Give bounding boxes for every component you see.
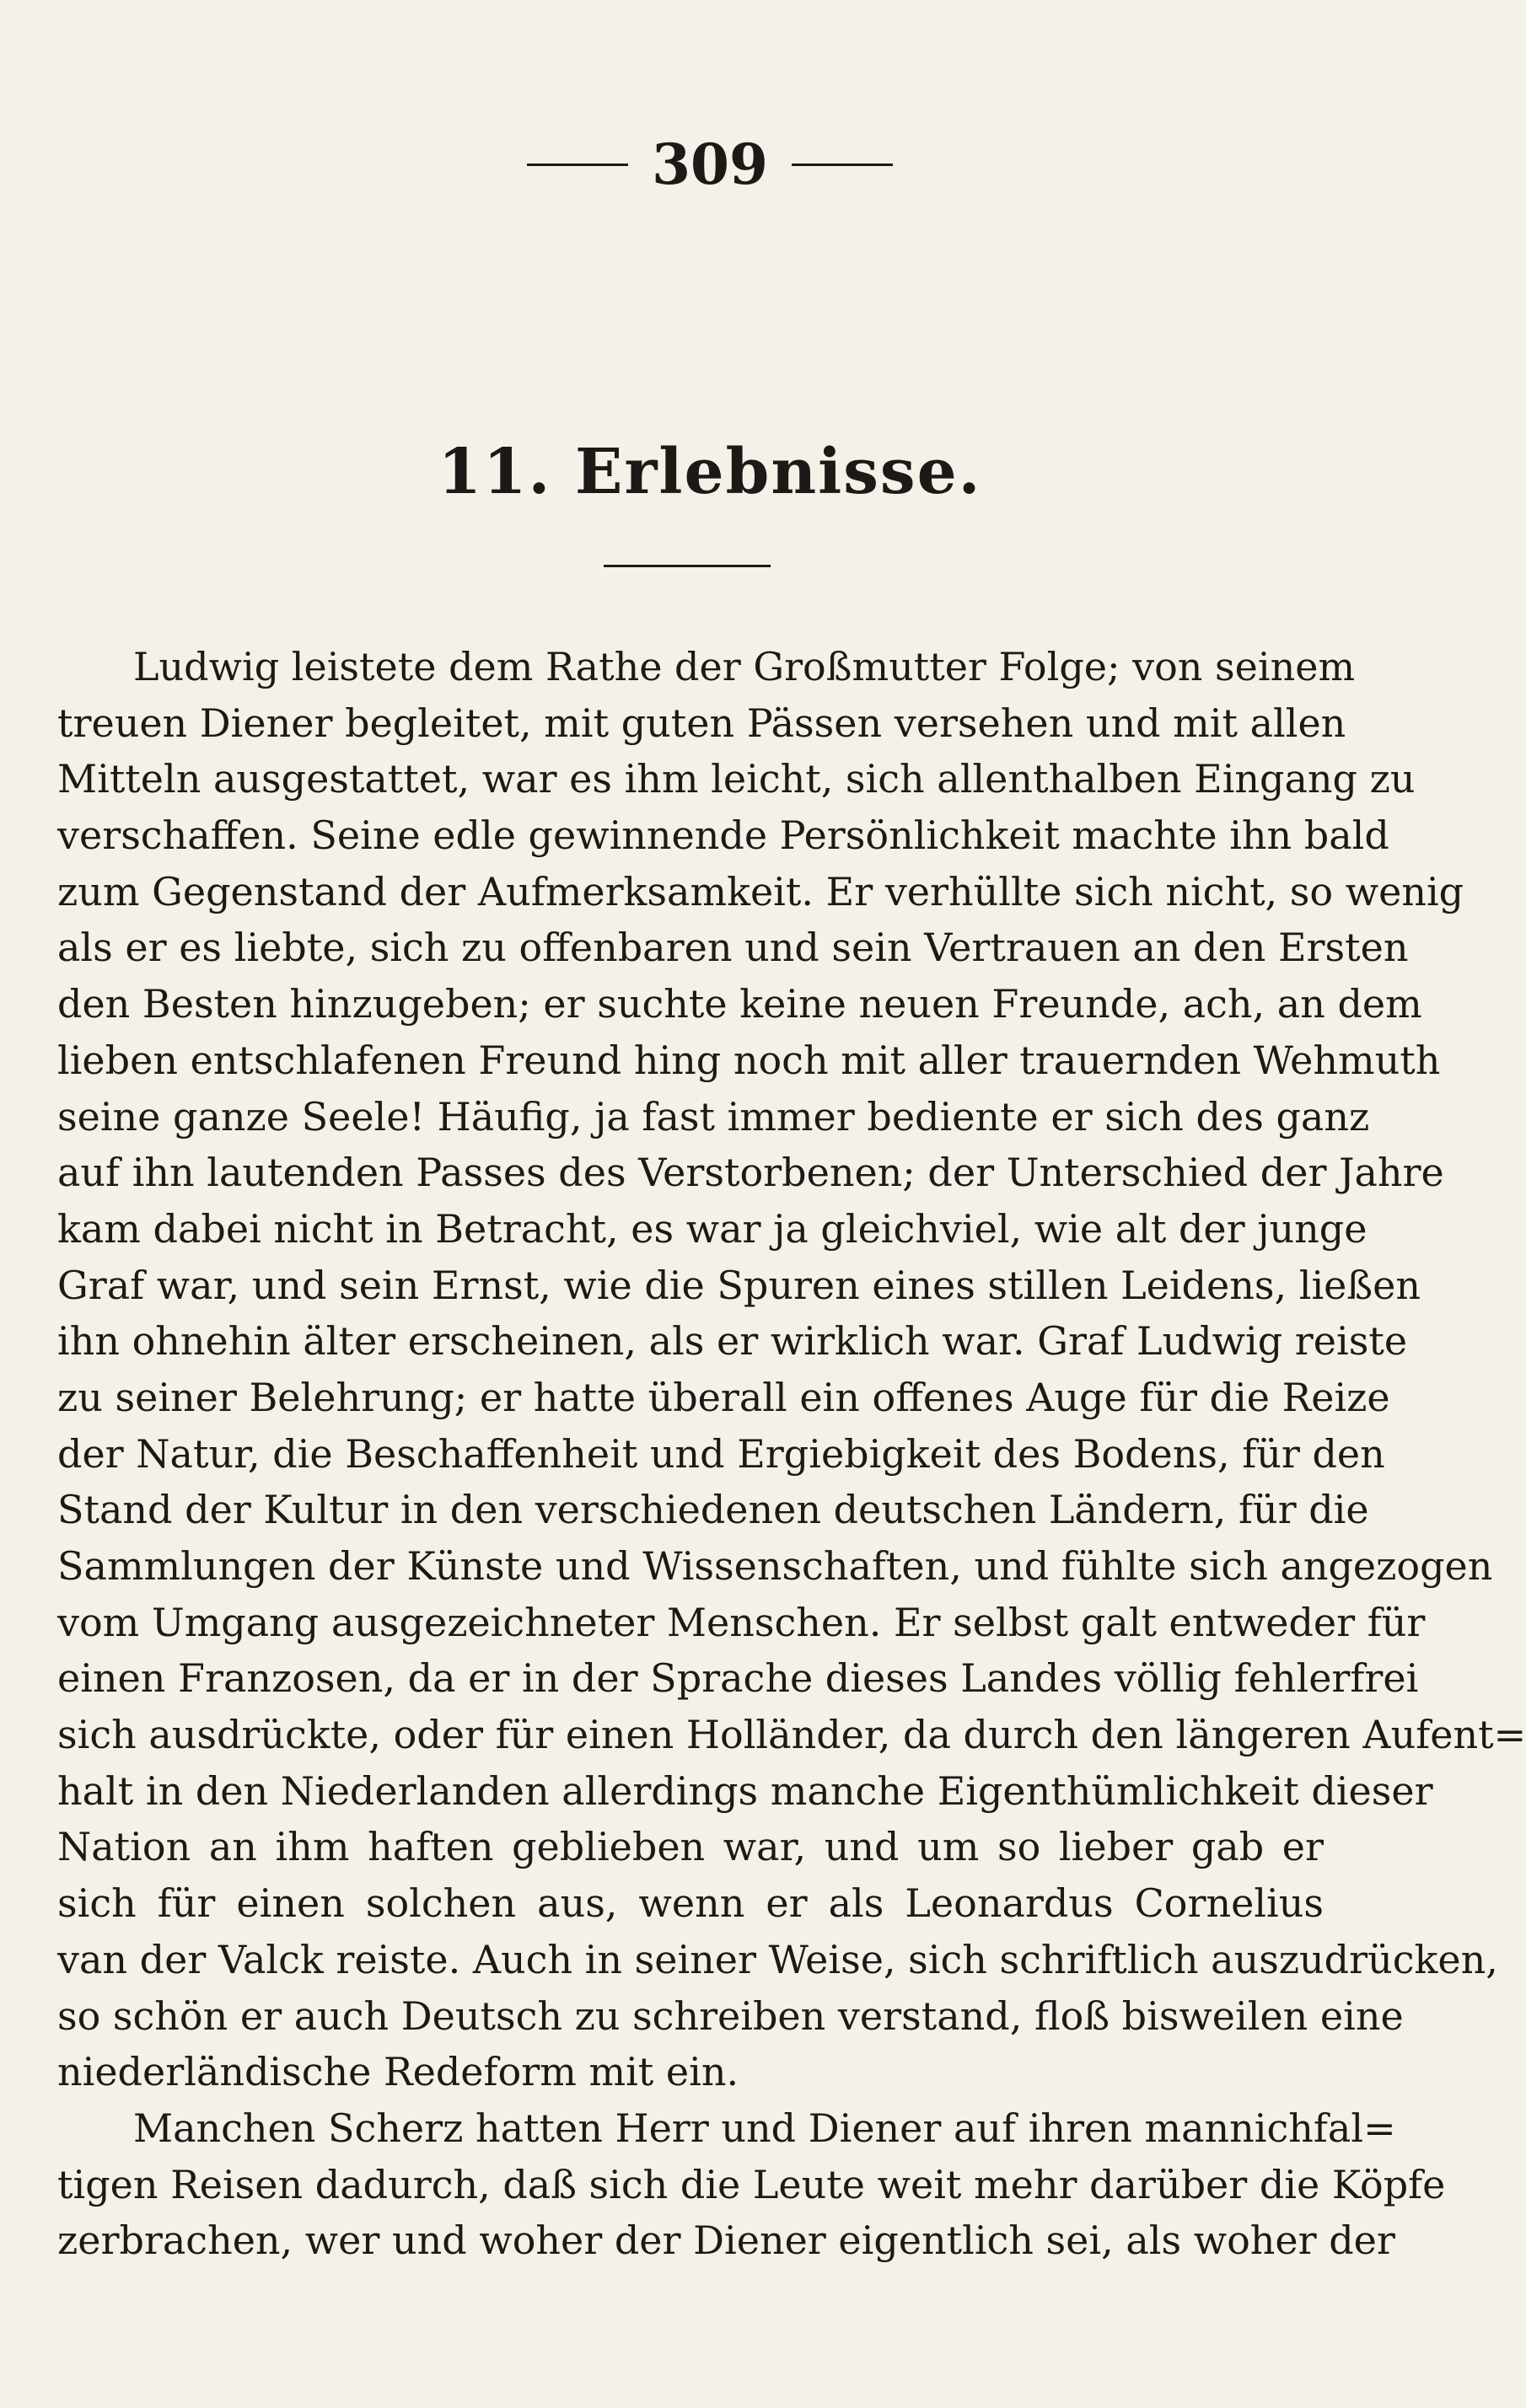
text-line: Graf war, und sein Ernst, wie die Spuren eines stillen Leidens, ließen [57,1262,1421,1308]
text-line: zum Gegenstand der Aufmerksamkeit. Er verhüllte sich nicht, so wenig [57,868,1464,914]
text-line: van der Valck reiste. Auch in seiner Weise, sich schriftlich auszudrücken, [57,1936,1498,1982]
text-line: den Besten hinzugeben; er suchte keine neuen Freunde, ach, an dem [57,981,1422,1027]
page-header [0,126,1420,202]
text-line: verschaffen. Seine edle gewinnende Persönlichkeit machte ihn bald [57,812,1389,859]
title-divider [604,565,771,567]
text-line: sich ausdrückte, oder für einen Holländer, da durch den längeren Aufent= [57,1712,1526,1758]
text-line: Nation an ihm haften geblieben war, und um so lieber gab er [57,1824,1324,1870]
text-line: kam dabei nicht in Betracht, es war ja gleichviel, wie alt der junge [57,1205,1367,1252]
text-line: Sammlungen der Künste und Wissenschaften, und fühlte sich angezogen [57,1543,1493,1589]
text-line: auf ihn lautenden Passes des Verstorbenen; der Unterschied der Jahre [57,1150,1444,1196]
text-line: der Natur, die Beschaffenheit und Ergiebigkeit des Bodens, für den [57,1430,1385,1477]
text-line: halt in den Niederlanden allerdings manche Eigenthümlichkeit dieser [57,1767,1433,1814]
text-line: Manchen Scherz hatten Herr und Diener auf ihren mannichfal= [133,2105,1396,2151]
text-line: niederländische Redeform mit ein. [57,2049,739,2095]
text-line: treuen Diener begleitet, mit guten Pässen versehen und mit allen [57,700,1346,746]
text-line: als er es liebte, sich zu offenbaren und sein Vertrauen an den Ersten [57,925,1409,971]
header-rule-right [792,164,893,166]
text-line: zu seiner Belehrung; er hatte überall ein offenes Auge für die Reize [57,1374,1390,1420]
text-line: lieben entschlafenen Freund hing noch mit aller trauernden Wehmuth [57,1037,1441,1083]
text-line: Ludwig leistete dem Rathe der Großmutter Folge; von seinem [133,644,1356,689]
text-line: sich für einen solchen aus, wenn er als Leonardus Cornelius [57,1880,1324,1927]
text-line: vom Umgang ausgezeichneter Menschen. Er selbst galt entweder für [57,1599,1426,1645]
chapter-title: 11. Erlebnisse. [438,436,982,508]
text-line: einen Franzosen, da er in der Sprache dieses Landes völlig fehlerfrei [57,1655,1419,1702]
header-rule-left [527,164,628,166]
text-line: Stand der Kultur in den verschiedenen deutschen Ländern, für die [57,1487,1369,1533]
text-line: so schön er auch Deutsch zu schreiben verstand, floß bisweilen eine [57,1992,1404,2039]
body-text [57,639,1526,2269]
text-line: ihn ohnehin älter erscheinen, als er wirklich war. Graf Ludwig reiste [57,1318,1408,1365]
text-line: seine ganze Seele! Häufig, ja fast immer bediente er sich des ganz [57,1093,1370,1140]
page-number: 309 [652,131,768,197]
text-line: zerbrachen, wer und woher der Diener eigentlich sei, als woher der [57,2218,1395,2264]
text-line: tigen Reisen dadurch, daß sich die Leute weit mehr darüber die Köpfe [57,2161,1446,2207]
text-line: Mitteln ausgestattet, war es ihm leicht, sich allenthalben Eingang zu [57,756,1416,802]
